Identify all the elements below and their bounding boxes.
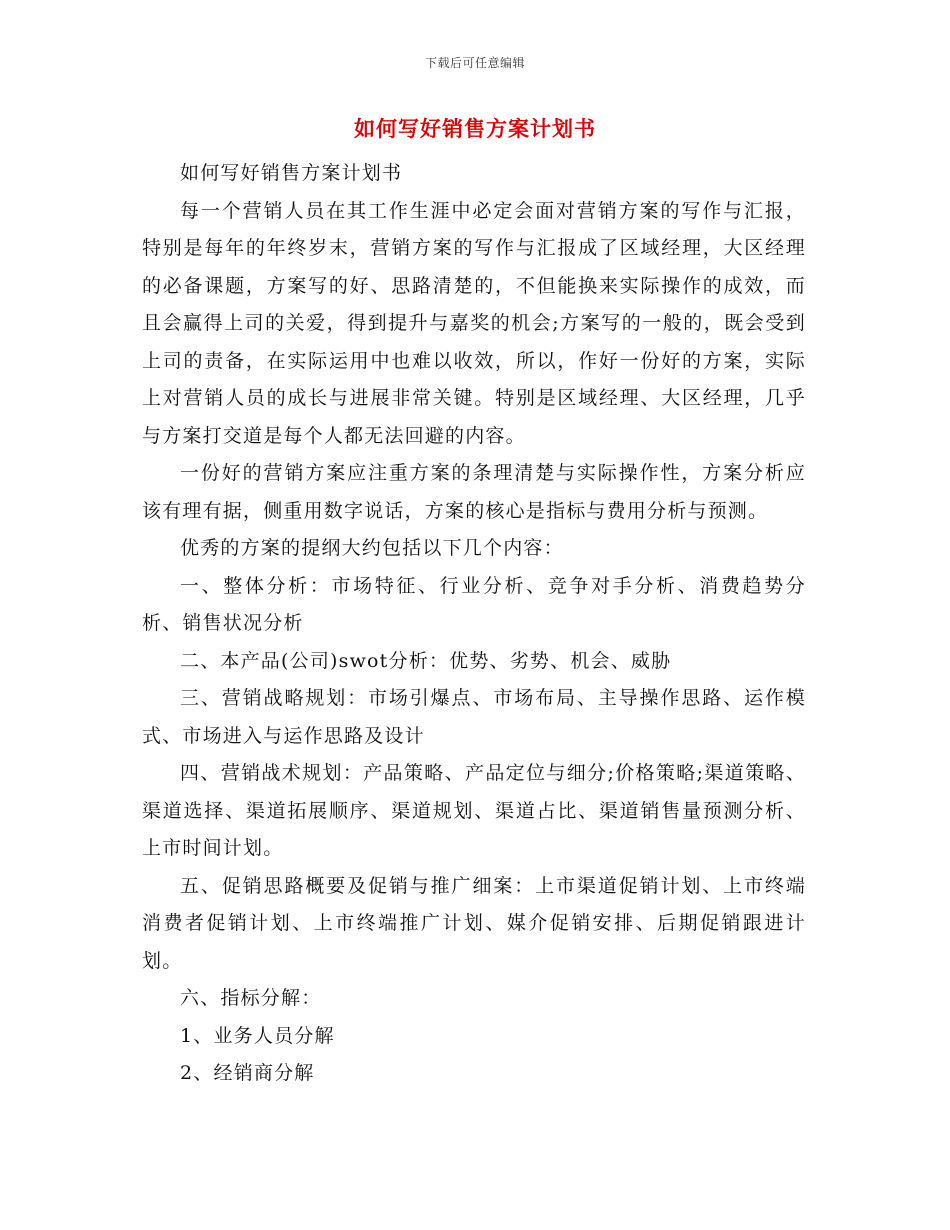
paragraph: 2、经销商分解 — [180, 1062, 315, 1084]
paragraph: 五、促销思路概要及促销与推广细案：上市渠道促销计划、上市终端消费者促销计划、上市终端推广计划、媒介促销安排、后期促销跟进计划。 — [142, 874, 806, 972]
paragraph: 一份好的营销方案应注重方案的条理清楚与实际操作性，方案分析应该有理有据，侧重用数字说话，方案的核心是指标与费用分析与预测。 — [142, 462, 806, 522]
paragraph: 一、整体分析：市场特征、行业分析、竞争对手分析、消费趋势分析、销售状况分析 — [142, 574, 806, 634]
paragraph: 四、营销战术规划：产品策略、产品定位与细分;价格策略;渠道策略、渠道选择、渠道拓展顺序、渠道规划、渠道占比、渠道销售量预测分析、上市时间计划。 — [142, 762, 806, 859]
document-body — [142, 155, 806, 1093]
paragraph: 如何写好销售方案计划书 — [180, 162, 403, 184]
paragraph: 六、指标分解： — [180, 987, 322, 1009]
paragraph: 优秀的方案的提纲大约包括以下几个内容： — [180, 537, 564, 559]
paragraph: 每一个营销人员在其工作生涯中必定会面对营销方案的写作与汇报，特别是每年的年终岁末，营销方案的写作与汇报成了区域经理，大区经理的必备课题，方案写的好、思路清楚的，不但能换来实际操作的成效，而且会赢得上司的关爱，得到提升与嘉奖的机会;方案写的一般的，既会受到上司的责备，在实际运用中也难以收效，所以，作好一份好的方案，实际上对营销人员的成长与进展非常关键。特别是区域经理、大区经理，几乎与方案打交道是每个人都无法回避的内容。 — [142, 199, 806, 447]
paragraph: 三、营销战略规划：市场引爆点、市场布局、主导操作思路、运作模式、市场进入与运作思路及设计 — [142, 687, 806, 747]
paragraph: 1、业务人员分解 — [180, 1024, 335, 1047]
document-title: 如何写好销售方案计划书 — [354, 116, 596, 141]
paragraph: 二、本产品(公司)swot分析：优势、劣势、机会、威胁 — [180, 649, 672, 672]
header-note: 下载后可任意编辑 — [424, 56, 525, 70]
